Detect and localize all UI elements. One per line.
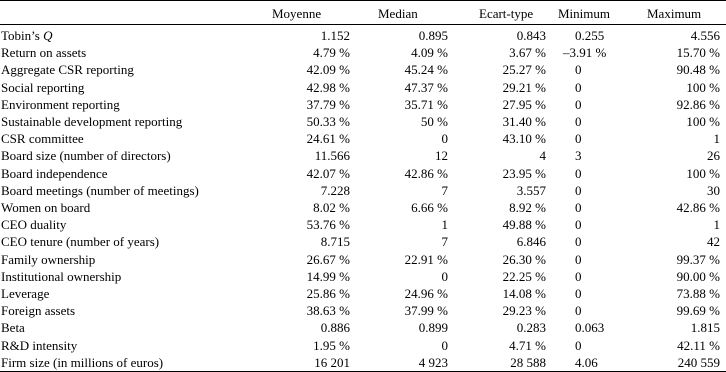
max-cell: 100 %	[686, 165, 720, 181]
sd-cell: 49.88 %	[502, 217, 546, 233]
median-cell: 6.66 %	[411, 200, 448, 215]
median-cell: 50 %	[420, 114, 448, 129]
min-cell: 0	[575, 251, 582, 267]
max-cell: 4.556	[690, 28, 720, 43]
median-cell: 0	[441, 337, 448, 353]
table-row	[0, 354, 726, 371]
mean-cell: 8.02 %	[313, 200, 350, 215]
table-row	[0, 337, 726, 354]
sd-cell: 43.10 %	[502, 131, 546, 147]
sd-cell: 29.21 %	[502, 79, 546, 95]
mean-cell: 38.63 %	[306, 303, 350, 319]
mean-cell: 0.886	[320, 320, 350, 336]
mean-cell: 24.61 %	[306, 131, 350, 147]
header-median: Median	[378, 6, 418, 21]
header-sd: Ecart-type	[479, 6, 534, 21]
min-cell: 0	[575, 131, 582, 147]
median-cell: 7	[441, 182, 448, 198]
table-row	[0, 233, 726, 250]
row-label-text: Tobin’s	[1, 28, 44, 43]
max-cell: 1	[713, 217, 720, 233]
max-cell: 42.11 %	[677, 337, 720, 353]
median-cell: 45.24 %	[404, 62, 448, 78]
mean-cell: 14.99 %	[306, 268, 350, 284]
table-row	[0, 27, 726, 44]
median-cell: 12	[435, 148, 448, 164]
table-row	[0, 130, 726, 147]
row-label: Leverage	[1, 286, 50, 301]
median-cell: 22.91 %	[404, 251, 448, 267]
row-label: Beta	[1, 320, 25, 336]
sd-cell: 25.27 %	[502, 62, 546, 78]
row-label: Board meetings (number of meetings)	[1, 182, 199, 198]
row-label: Board size (number of directors)	[1, 148, 171, 164]
median-cell: 4 923	[418, 354, 448, 370]
median-cell: 42.86 %	[404, 165, 448, 181]
sd-cell: 31.40 %	[502, 114, 546, 129]
table-row	[0, 44, 726, 61]
row-label: Return on assets	[1, 45, 87, 61]
table-row	[0, 302, 726, 319]
row-label: CEO tenure (number of years)	[1, 234, 160, 250]
min-cell: 0	[575, 182, 582, 198]
mean-cell: 7.228	[320, 182, 350, 198]
sd-cell: 8.92 %	[509, 200, 546, 215]
row-label: R&D intensity	[1, 337, 78, 353]
max-cell: 100 %	[686, 79, 720, 95]
table-row	[0, 147, 726, 164]
sd-cell: 0.283	[516, 320, 546, 336]
max-cell: 99.37 %	[676, 251, 720, 267]
min-cell: 0	[575, 337, 582, 353]
median-cell: 0.899	[418, 320, 448, 336]
min-cell: 0	[575, 96, 582, 112]
sd-cell: 3.557	[516, 182, 546, 198]
min-cell: 0	[575, 217, 582, 233]
mean-cell: 42.07 %	[306, 165, 350, 181]
mean-cell: 42.09 %	[306, 62, 350, 78]
mean-cell: 8.715	[320, 234, 350, 250]
sd-cell: 29.23 %	[502, 303, 546, 319]
row-label: Board independence	[1, 165, 108, 181]
min-cell: 0	[575, 268, 582, 284]
median-cell: 0	[441, 131, 448, 147]
mean-cell: 25.86 %	[306, 286, 350, 301]
min-cell: 4.06	[575, 354, 598, 370]
row-label: Family ownership	[1, 251, 96, 267]
row-label: CSR committee	[1, 131, 84, 147]
table-header-rule	[0, 24, 726, 25]
header-min: Minimum	[558, 6, 611, 21]
sd-cell: 4	[539, 148, 546, 164]
table-row	[0, 61, 726, 78]
row-label: Sustainable development reporting	[1, 114, 183, 129]
max-cell: 30	[707, 182, 720, 198]
median-cell: 24.96 %	[404, 286, 448, 301]
row-label: Social reporting	[1, 79, 85, 95]
row-label: Foreign assets	[1, 303, 76, 319]
max-cell: 240 559	[677, 354, 720, 370]
min-cell: 0	[575, 62, 582, 78]
row-label-italic: Q	[43, 28, 53, 43]
sd-cell: 23.95 %	[502, 165, 546, 181]
mean-cell: 16 201	[314, 354, 350, 370]
header-mean: Moyenne	[272, 6, 322, 21]
median-cell: 4.09 %	[411, 45, 448, 61]
sd-cell: 3.67 %	[509, 45, 546, 61]
max-cell: 73.88 %	[676, 286, 720, 301]
min-cell: 0	[575, 165, 582, 181]
max-cell: 99.69 %	[676, 303, 720, 319]
max-cell: 92.86 %	[676, 96, 720, 112]
max-cell: 100 %	[686, 114, 720, 129]
row-label	[1, 27, 52, 44]
min-cell: 0	[575, 114, 582, 129]
sd-cell: 28 588	[510, 354, 546, 370]
mean-cell: 53.76 %	[306, 217, 350, 233]
min-cell: 0.255	[575, 28, 605, 43]
max-cell: 1	[713, 131, 720, 147]
min-cell: 0	[575, 200, 582, 215]
min-cell: 0.063	[575, 320, 605, 336]
row-label: Aggregate CSR reporting	[1, 62, 134, 78]
mean-cell: 4.79 %	[313, 45, 350, 61]
min-cell: 0	[575, 303, 582, 319]
row-label: Firm size (in millions of euros)	[1, 354, 164, 370]
median-cell: 35.71 %	[404, 96, 448, 112]
max-cell: 26	[707, 148, 720, 164]
min-cell: 3	[575, 148, 582, 164]
table-row	[0, 319, 726, 336]
mean-cell: 42.98 %	[306, 79, 350, 95]
table-row	[0, 285, 726, 302]
max-cell: 15.70 %	[676, 45, 720, 61]
min-cell: 0	[575, 286, 582, 301]
row-label: Institutional ownership	[1, 268, 122, 284]
sd-cell: 27.95 %	[502, 96, 546, 112]
table-row	[0, 113, 726, 130]
median-cell: 1	[441, 217, 448, 233]
median-cell: 7	[441, 234, 448, 250]
min-cell: 0	[575, 234, 582, 250]
table-row	[0, 79, 726, 96]
sd-cell: 22.25 %	[502, 268, 546, 284]
mean-cell: 26.67 %	[306, 251, 350, 267]
table-header-row	[0, 5, 726, 22]
sd-cell: 6.846	[516, 234, 546, 250]
mean-cell: 1.152	[320, 28, 350, 43]
mean-cell: 37.79 %	[306, 96, 350, 112]
mean-cell: 50.33 %	[306, 114, 350, 129]
sd-cell: 0.843	[516, 28, 546, 43]
median-cell: 37.99 %	[404, 303, 448, 319]
sd-cell: 4.71 %	[509, 337, 546, 353]
row-label: CEO duality	[1, 217, 67, 233]
table-row	[0, 165, 726, 182]
max-cell: 42.86 %	[676, 200, 720, 215]
max-cell: 90.48 %	[676, 62, 720, 78]
mean-cell: 11.566	[314, 148, 350, 164]
sd-cell: 14.08 %	[502, 286, 546, 301]
row-label: Women on board	[1, 200, 91, 215]
table-row	[0, 268, 726, 285]
median-cell: 47.37 %	[404, 79, 448, 95]
max-cell: 1.815	[690, 320, 720, 336]
row-label: Environment reporting	[1, 96, 120, 112]
table-top-rule	[0, 0, 726, 1]
max-cell: 42	[707, 234, 720, 250]
median-cell: 0.895	[418, 28, 448, 43]
header-max: Maximum	[647, 6, 702, 21]
table-row	[0, 199, 726, 216]
table-row	[0, 251, 726, 268]
table-row	[0, 96, 726, 113]
sd-cell: 26.30 %	[502, 251, 546, 267]
median-cell: 0	[441, 268, 448, 284]
min-cell: 0	[575, 79, 582, 95]
table-row	[0, 216, 726, 233]
max-cell: 90.00 %	[676, 268, 720, 284]
mean-cell: 1.95 %	[313, 337, 350, 353]
table-row	[0, 182, 726, 199]
min-cell: –3.91 %	[563, 45, 607, 61]
